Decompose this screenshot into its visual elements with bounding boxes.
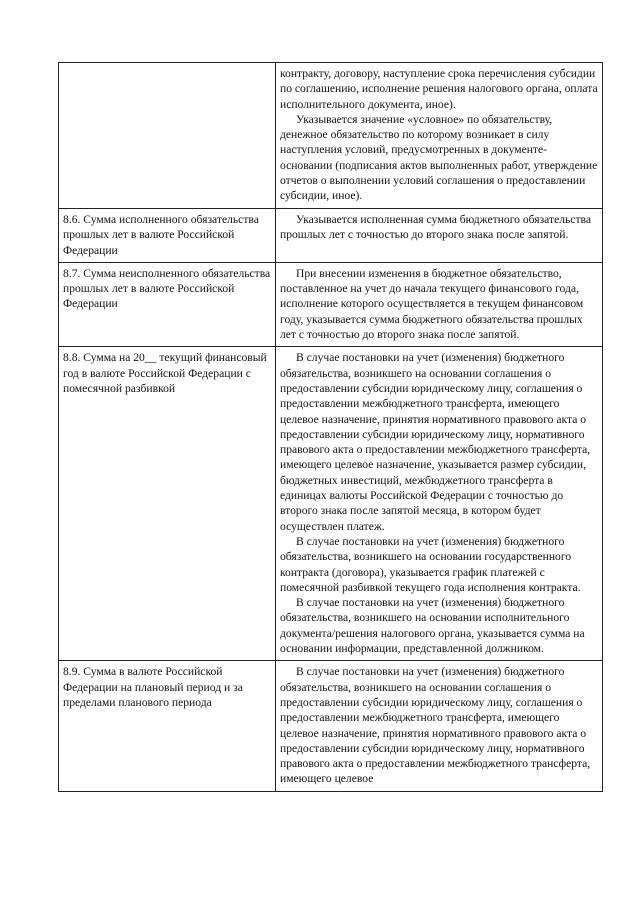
- description-paragraph: В случае постановки на учет (изменения) бюджетного обязательства, возникшего на основании соглашения о предоставлении субсидии юридическому лицу, соглашения о предоставлении межбюджетного трансферта, имеющего целевое назначение, принятия нормативного правового акта о предоставлении субсидии юридическому лицу, нормативного правового акта о предоставлении межбюджетного трансферта, имеющего целевое назначение, указывается размер субсидии, бюджетных инвестиций, межбюджетного трансферта в единицах валюты Российской Федерации с точностью до второго знака после запятой месяца, в котором будет осуществлен платеж.: [280, 351, 591, 533]
- field-name: 8.9. Сумма в валюте Российской Федерации на плановый период и за пределами планового периода: [63, 665, 243, 709]
- requisites-table: [58, 62, 603, 792]
- table-row: [59, 63, 603, 209]
- field-name: 8.7. Сумма неисполненного обязательства прошлых лет в валюте Российской Федерации: [63, 266, 271, 311]
- field-name-cell: [59, 63, 276, 209]
- field-description-cell: [276, 347, 603, 661]
- table-row: [59, 347, 603, 661]
- table-row: [59, 262, 603, 346]
- field-description-cell: [276, 63, 603, 209]
- field-name-cell: [59, 209, 276, 263]
- description-paragraph: контракту, договору, наступление срока перечисления субсидии по соглашению, исполнение решения налогового органа, оплата исполнительного документа, иное).: [280, 67, 598, 111]
- description-paragraph: В случае постановки на учет (изменения) бюджетного обязательства, возникшего на основании государственного контракта (договора), указывается график платежей с помесячной разбивкой текущего года исполнения контракта.: [280, 534, 581, 594]
- field-name-cell: [59, 347, 276, 661]
- table-row: [59, 661, 603, 791]
- field-name: 8.6. Сумма исполненного обязательства прошлых лет в валюте Российской Федерации: [63, 213, 259, 257]
- description-paragraph: Указывается исполненная сумма бюджетного обязательства прошлых лет с точностью до второго знака после запятой.: [280, 213, 591, 242]
- field-name-cell: [59, 661, 276, 791]
- description-paragraph: Указывается значение «условное» по обязательству, денежное обязательство по которому возникает в силу наступления условий, предусмотренных в документе-основании (подписания актов выполненных работ, утверждение отчетов о выполнении условий соглашения о предоставлении субсидии, иное).: [280, 112, 598, 203]
- field-description-cell: [276, 661, 603, 791]
- field-description-cell: [276, 262, 603, 346]
- description-paragraph: При внесении изменения в бюджетное обязательство, поставленное на учет до начала текущего финансового года, исполнение которого осуществляется в текущем финансовом году, указывается сумма бюджетного обязательства прошлых лет с точностью до второго знака после запятой.: [280, 266, 584, 342]
- description-paragraph: В случае постановки на учет (изменения) бюджетного обязательства, возникшего на основании соглашения о предоставлении субсидии юридическому лицу, соглашения о предоставлении межбюджетного трансферта, имеющего целевое назначение, принятия нормативного правового акта о предоставлении субсидии юридическому лицу, нормативного правового акта о предоставлении межбюджетного трансферта, имеющего целевое: [280, 665, 591, 786]
- field-name: 8.8. Сумма на 20__ текущий финансовый год в валюте Российской Федерации с помесячной разбивкой: [63, 351, 267, 395]
- field-description-cell: [276, 209, 603, 263]
- table-row: [59, 209, 603, 263]
- description-paragraph: В случае постановки на учет (изменения) бюджетного обязательства, возникшего на основании исполнительного документа/решения налогового органа, указывается сумма на основании информации, представленной должником.: [280, 596, 585, 656]
- field-name-cell: [59, 262, 276, 346]
